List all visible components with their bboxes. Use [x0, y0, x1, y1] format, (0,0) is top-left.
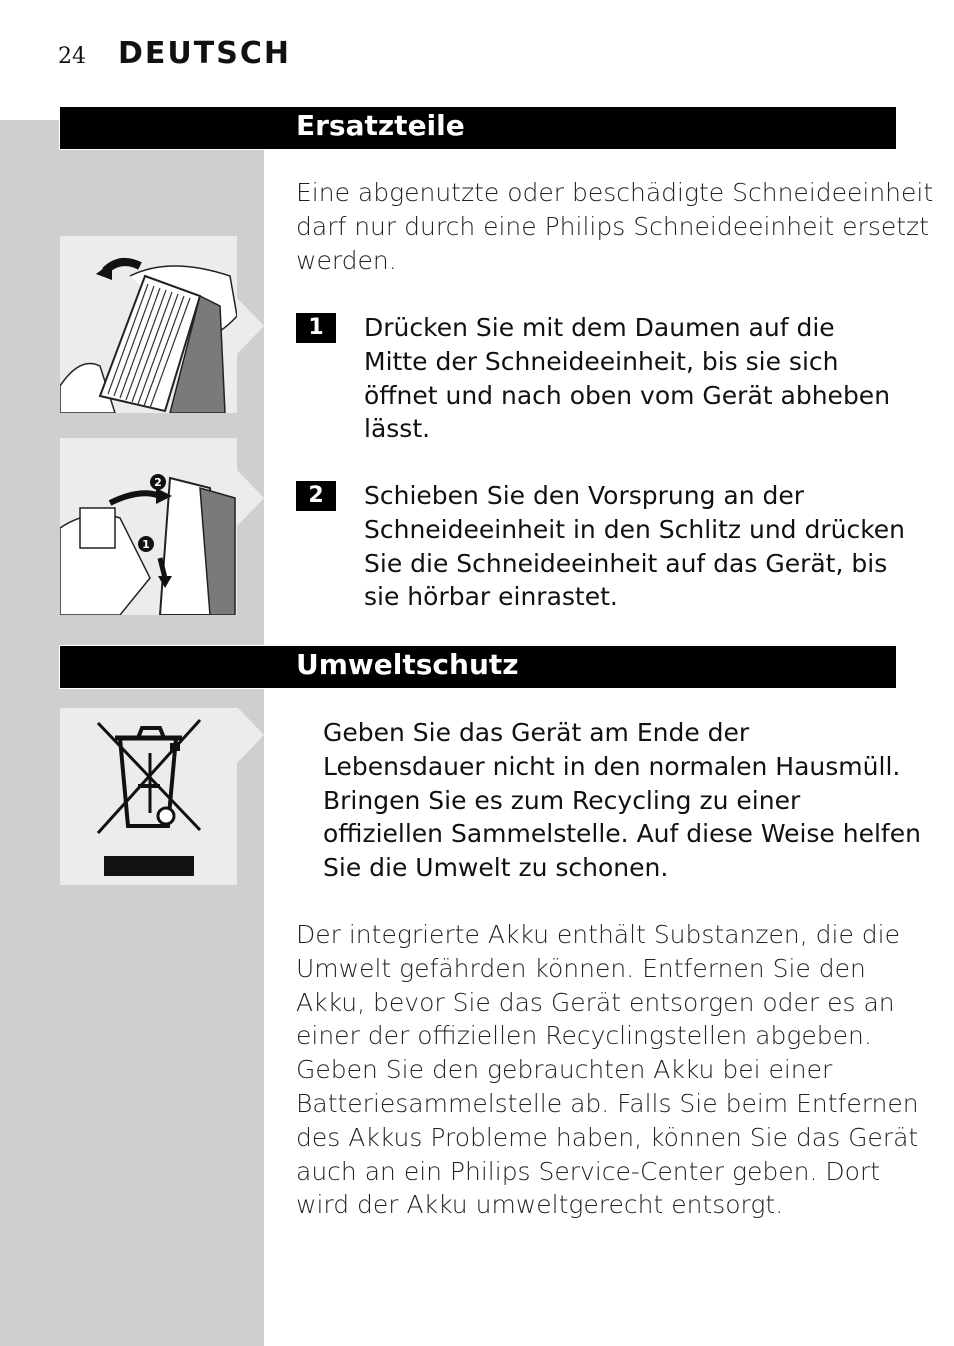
bullet-line: Sie die Umwelt zu schonen.	[323, 853, 669, 883]
body-line: Umwelt gefährden können. Entfernen Sie den	[296, 953, 866, 983]
illustration-weee-bin	[60, 708, 237, 885]
body-line: Akku, bevor Sie das Gerät entsorgen oder es an	[296, 987, 895, 1017]
callout-2: 2	[154, 476, 162, 489]
illustration-attach-cutter	[60, 438, 237, 615]
body-line: auch an ein Philips Service-Center geben. Dort	[296, 1156, 881, 1186]
step-number: 1	[296, 313, 336, 343]
step-2-text	[364, 479, 905, 614]
language-heading: DEUTSCH	[118, 36, 291, 71]
body-line: wird der Akku umweltgerecht entsorgt.	[296, 1190, 784, 1220]
intro-line: darf nur durch eine Philips Schneideeinheit ersetzt	[296, 211, 929, 241]
step-line: lässt.	[364, 414, 431, 444]
step-line: öffnet und nach oben vom Gerät abheben	[364, 380, 891, 410]
step-line: Schneideeinheit in den Schlitz und drücken	[364, 514, 906, 544]
step-1-text	[364, 311, 890, 446]
step-line: sie hörbar einrastet.	[364, 582, 618, 612]
illustration-pointer	[237, 470, 264, 526]
shaver-attach-drawing	[60, 438, 237, 615]
intro-line: Eine abgenutzte oder beschädigte Schneideeinheit	[296, 178, 934, 207]
section-title-umweltschutz: Umweltschutz	[296, 648, 519, 681]
callout-1: 1	[142, 538, 150, 551]
step-line: Mitte der Schneideeinheit, bis sie sich	[364, 346, 839, 376]
bullet-line: Bringen Sie es zum Recycling zu einer	[323, 785, 801, 815]
ersatzteile-intro	[296, 176, 933, 277]
crossed-bin-icon	[60, 708, 237, 885]
bullet-line: offiziellen Sammelstelle. Auf diese Weise helfen	[323, 819, 921, 849]
step-line: Sie die Schneideeinheit auf das Gerät, bis	[364, 548, 888, 578]
body-line: Der integrierte Akku enthält Substanzen, die die	[296, 920, 900, 949]
step-line: Schieben Sie den Vorsprung an der	[364, 481, 805, 510]
illustration-pointer	[237, 298, 264, 354]
body-line: Geben Sie den gebrauchten Akku bei einer	[296, 1055, 833, 1085]
body-line: einer der offiziellen Recyclingstellen abgeben.	[296, 1021, 872, 1051]
page-number: 24	[58, 44, 86, 69]
step-line: Drücken Sie mit dem Daumen auf die	[364, 313, 835, 342]
shaver-remove-drawing	[60, 236, 237, 413]
section-bar-ersatzteile	[60, 107, 896, 149]
section-bar-umweltschutz	[60, 646, 896, 688]
umweltschutz-body	[296, 918, 919, 1222]
body-line: Batteriesammelstelle ab. Falls Sie beim Entfernen	[296, 1088, 919, 1118]
section-title-ersatzteile: Ersatzteile	[296, 109, 465, 142]
bullet-line: Lebensdauer nicht in den normalen Hausmüll.	[323, 751, 901, 781]
intro-line: werden.	[296, 245, 397, 275]
body-line: des Akkus Probleme haben, können Sie das Gerät	[296, 1122, 919, 1152]
bullet-line: Geben Sie das Gerät am Ende der	[323, 718, 750, 747]
step-number: 2	[296, 481, 336, 511]
illustration-pointer	[237, 707, 264, 763]
illustration-remove-cutter	[60, 236, 237, 413]
umweltschutz-bullet	[323, 716, 921, 885]
